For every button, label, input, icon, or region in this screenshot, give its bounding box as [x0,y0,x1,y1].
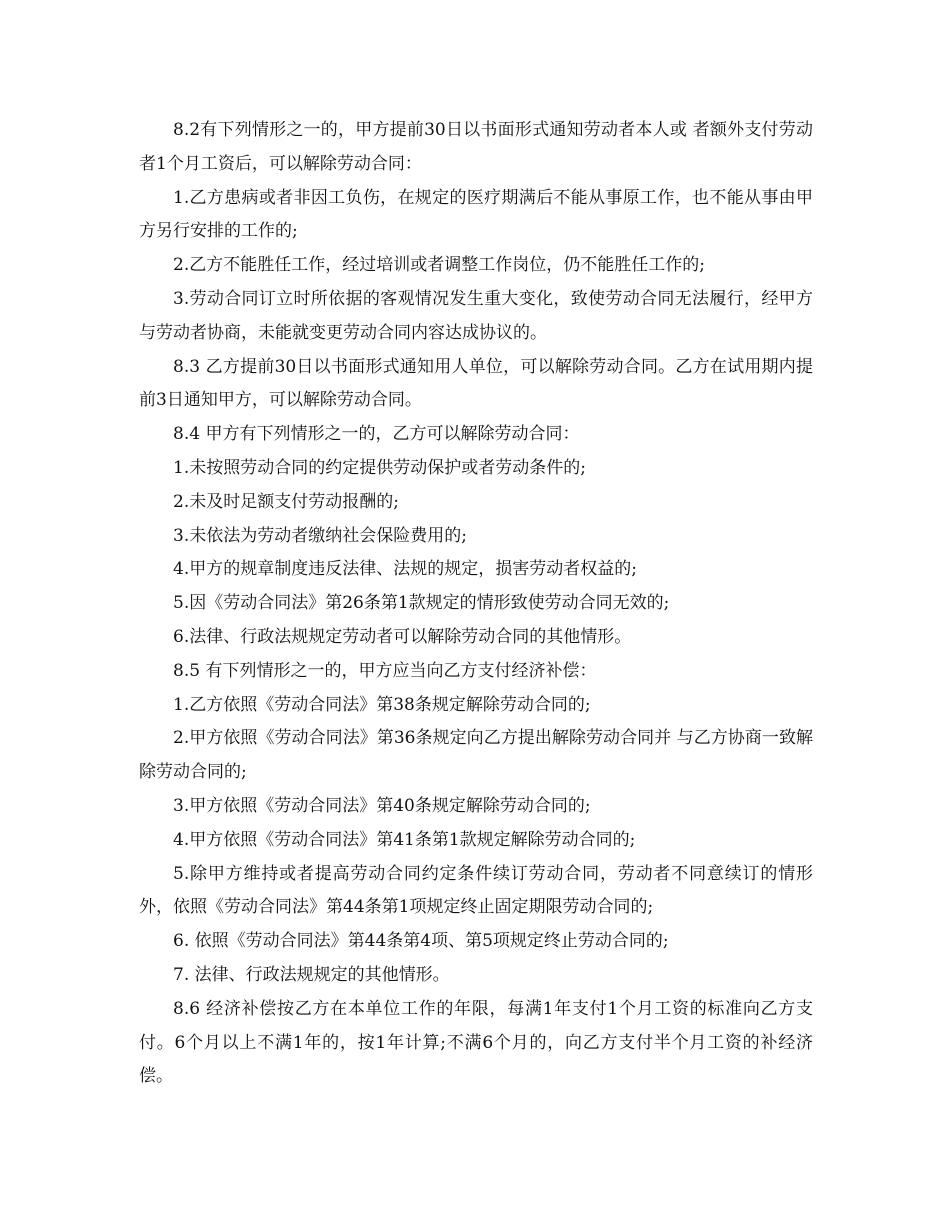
clause-8-4-item-1: 1.未按照劳动合同的约定提供劳动保护或者劳动条件的; [173,457,586,478]
clause-8-2-item-3: 3.劳动合同订立时所依据的客观情况发生重大变化，致使劳动合同无法履行，经甲方与劳动者协商，未能就变更劳动合同内容达成协议的。 [139,288,813,343]
clause-8-4-item-3: 3.未依法为劳动者缴纳社会保险费用的; [173,525,467,546]
clause-8-5-item-5: 5.除甲方维持或者提高劳动合同约定条件续订劳动合同，劳动者不同意续订的情形外，依照《劳动合同法》第44条第1项规定终止固定期限劳动合同的; [139,863,813,918]
clause-8-4-item-5: 5.因《劳动合同法》第26条第1款规定的情形致使劳动合同无效的; [173,593,670,614]
clause-8-2-item-2: 2.乙方不能胜任工作，经过培训或者调整工作岗位，仍不能胜任工作的; [173,255,705,276]
clause-8-5-item-3: 3.甲方依照《劳动合同法》第40条规定解除劳动合同的; [173,795,591,816]
clause-8-5-item-1: 1.乙方依照《劳动合同法》第38条规定解除劳动合同的; [173,694,591,715]
clause-8-2-item-1: 1.乙方患病或者非因工负伤，在规定的医疗期满后不能从事原工作，也不能从事由甲方另行安排的工作的; [139,187,813,242]
clause-8-5-item-2: 2.甲方依照《劳动合同法》第36条规定向乙方提出解除劳动合同并 与乙方协商一致解除劳动合同的; [139,728,813,783]
clause-8-4-item-2: 2.未及时足额支付劳动报酬的; [173,491,399,512]
clause-8-5: 8.5 有下列情形之一的，甲方应当向乙方支付经济补偿： [173,660,597,681]
clause-8-4: 8.4 甲方有下列情形之一的，乙方可以解除劳动合同： [173,424,580,445]
document-body [139,114,813,1094]
clause-8-5-item-7: 7. 法律、行政法规规定的其他情形。 [173,964,450,985]
clause-8-4-item-6: 6.法律、行政法规规定劳动者可以解除劳动合同的其他情形。 [173,626,632,647]
clause-8-4-item-4: 4.甲方的规章制度违反法律、法规的规定，损害劳动者权益的; [173,559,637,580]
clause-8-5-item-4: 4.甲方依照《劳动合同法》第41条第1款规定解除劳动合同的; [173,829,636,850]
clause-8-3: 8.3 乙方提前30日以书面形式通知用人单位，可以解除劳动合同。乙方在试用期内提前3日通知甲方，可以解除劳动合同。 [139,356,813,411]
clause-8-6: 8.6 经济补偿按乙方在本单位工作的年限，每满1年支付1个月工资的标准向乙方支付。6个月以上不满1年的，按1年计算;不满6个月的，向乙方支付半个月工资的补经济偿。 [139,998,813,1087]
clause-8-2: 8.2有下列情形之一的，甲方提前30日以书面形式通知劳动者本人或 者额外支付劳动者1个月工资后，可以解除劳动合同： [139,120,813,174]
clause-8-5-item-6: 6. 依照《劳动合同法》第44条第4项、第5项规定终止劳动合同的; [173,931,669,952]
